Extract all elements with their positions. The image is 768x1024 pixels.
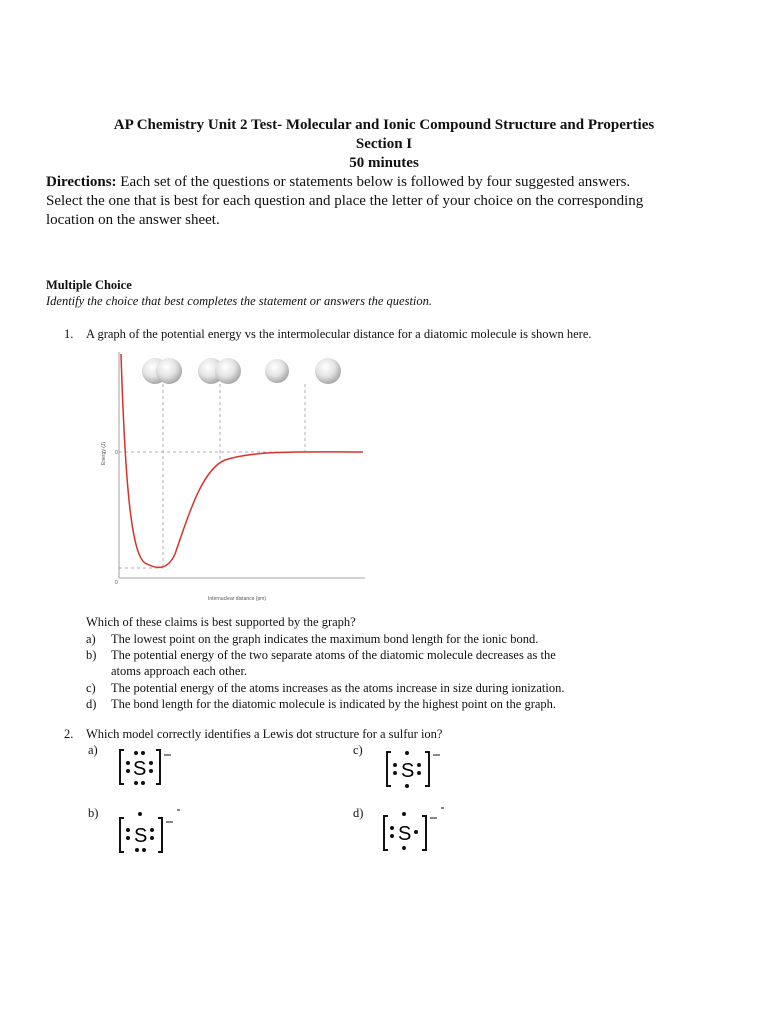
directions-label: Directions:	[46, 174, 117, 190]
atom-separate-1	[265, 359, 289, 383]
lewis-symbol: S	[398, 823, 412, 845]
directions-text: Each set of the questions or statements below is followed by four suggested answers.	[116, 174, 631, 190]
y-zero-marker: 0	[115, 450, 118, 456]
q2-option-b-lewis[interactable]	[114, 808, 184, 856]
section-heading: Multiple Choice	[46, 278, 132, 292]
lewis-symbol: S	[133, 758, 147, 780]
atom-pair-bonded	[198, 358, 241, 384]
question-1-prompt: Which of these claims is best supported by the graph?	[86, 615, 356, 629]
option-letter: c)	[86, 681, 96, 695]
y-axis-label: Energy (J)	[101, 441, 107, 465]
x-axis-label: Internuclear distance (pm)	[208, 596, 267, 602]
origin-label: 0	[115, 580, 118, 586]
q2-option-d-letter[interactable]: d)	[353, 806, 364, 820]
q1-option-b[interactable]	[86, 647, 556, 663]
question-1-number: 1.	[64, 327, 74, 341]
option-letter: b)	[86, 648, 97, 662]
option-letter: a)	[86, 632, 96, 646]
q2-option-b-letter[interactable]: b)	[88, 806, 99, 820]
section-label: Section I	[355, 136, 413, 152]
q2-option-c-letter[interactable]: c)	[353, 743, 363, 757]
question-2-number: 2.	[64, 727, 74, 741]
directions-line-3: location on the answer sheet.	[46, 212, 220, 228]
question-1-text: A graph of the potential energy vs the intermolecular distance for a diatomic molecule is shown here.	[86, 327, 592, 341]
section-instruction: Identify the choice that best completes the statement or answers the question.	[46, 294, 433, 308]
q1-option-b-cont	[86, 663, 247, 679]
q2-option-d-lewis[interactable]	[378, 806, 448, 854]
option-text: The bond length for the diatomic molecule is indicated by the highest point on the graph.	[111, 697, 557, 711]
potential-energy-graph	[95, 340, 375, 610]
atom-separate-2	[315, 358, 341, 384]
q1-option-d[interactable]	[86, 696, 556, 712]
directions-line-1	[46, 173, 706, 193]
lewis-symbol: S	[134, 825, 148, 847]
option-text: The lowest point on the graph indicates the maximum bond length for the ionic bond.	[111, 632, 539, 646]
q1-option-c[interactable]	[86, 680, 564, 696]
page-title: AP Chemistry Unit 2 Test- Molecular and Ionic Compound Structure and Properties	[113, 117, 655, 133]
option-text: The potential energy of the atoms increases as the atoms increase in size during ionization.	[111, 681, 565, 695]
lewis-symbol: S	[401, 760, 415, 782]
option-text: The potential energy of the two separate atoms of the diatomic molecule decreases as the	[111, 648, 556, 662]
time-label: 50 minutes	[349, 155, 419, 171]
option-letter: d)	[86, 697, 97, 711]
q2-option-a-letter[interactable]: a)	[88, 743, 98, 757]
potential-energy-curve	[121, 354, 363, 567]
q2-option-c-lewis[interactable]	[381, 746, 447, 792]
question-2-text: Which model correctly identifies a Lewis dot structure for a sulfur ion?	[86, 727, 443, 741]
directions-line-2: Select the one that is best for each question and place the letter of your choice on the corresponding	[46, 193, 644, 209]
atom-pair-overlap	[142, 358, 182, 384]
q2-option-a-lewis[interactable]	[114, 746, 178, 788]
q1-option-a[interactable]	[86, 631, 538, 647]
option-text: atoms approach each other.	[111, 664, 248, 678]
